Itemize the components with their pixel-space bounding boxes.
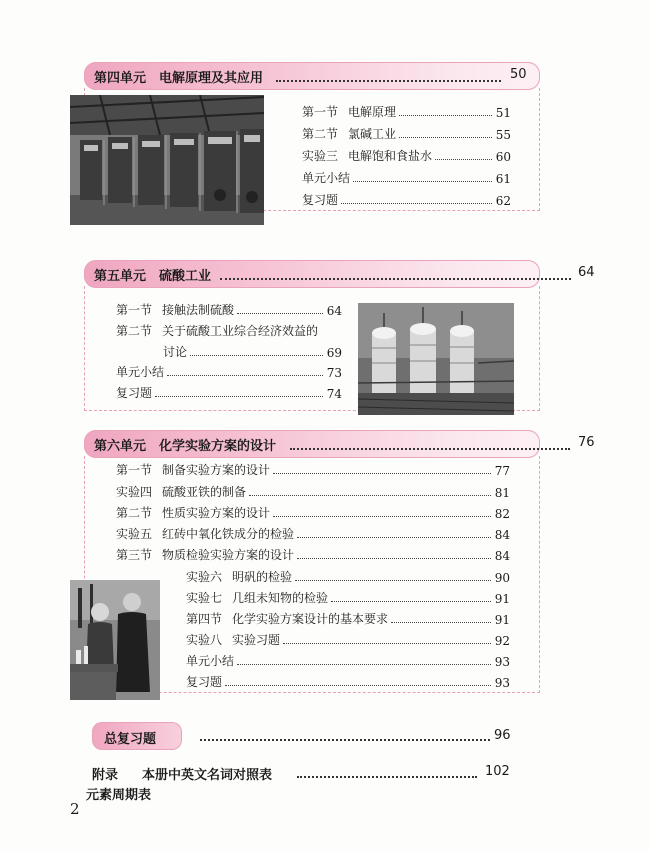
entry-page: 81 [494, 486, 510, 500]
entry-label: 第二节 [302, 127, 339, 141]
dot-leader [391, 622, 491, 623]
appendix-entry[interactable] [92, 764, 512, 782]
electrolysis-factory-photo [70, 95, 264, 225]
toc-entry[interactable] [186, 588, 510, 606]
dot-leader [167, 375, 323, 376]
dot-leader [297, 537, 491, 538]
entry-label: 第三节 [116, 548, 153, 562]
toc-entry[interactable] [116, 545, 510, 563]
toc-entry[interactable] [116, 321, 342, 339]
dot-leader [190, 355, 323, 356]
entry-page: 91 [494, 592, 510, 606]
dot-leader [237, 664, 491, 665]
appendix-title: 本册中英文名词对照表 [142, 768, 273, 783]
unit-4-leader [276, 66, 501, 82]
toc-entry[interactable] [163, 342, 342, 360]
entry-label: 第四节 [186, 612, 223, 626]
entry-label: 实验八 [186, 633, 223, 647]
toc-entry[interactable] [116, 383, 342, 401]
entry-page: 82 [494, 507, 510, 521]
toc-entry[interactable] [116, 460, 510, 478]
entry-label: 第一节 [116, 463, 153, 477]
sulfuric-acid-plant-photo [358, 303, 514, 415]
toc-entry[interactable] [302, 168, 511, 186]
entry-page: 92 [494, 634, 510, 648]
review-page: 96 [494, 728, 511, 743]
unit-4-title: 第四单元 电解原理及其应用 [94, 71, 264, 86]
entry-page: 93 [494, 655, 510, 669]
entry-title: 电解饱和食盐水 [348, 149, 433, 163]
entry-title: 制备实验方案的设计 [162, 463, 271, 477]
dot-leader [273, 516, 491, 517]
unit-6-title: 第六单元 化学实验方案的设计 [94, 439, 277, 454]
entry-title: 物质检验实验方案的设计 [162, 548, 295, 562]
dot-leader [249, 495, 491, 496]
entry-label: 实验七 [186, 591, 223, 605]
entry-page: 90 [494, 571, 510, 585]
entry-label: 第二节 [116, 506, 153, 520]
dot-leader [295, 580, 491, 581]
appendix-label: 附录 [92, 768, 119, 783]
dot-leader [283, 643, 491, 644]
entry-label: 实验四 [116, 485, 153, 499]
unit-6-leader [290, 434, 570, 450]
entry-page: 60 [495, 150, 511, 164]
unit-4-header[interactable] [84, 62, 540, 90]
entry-title: 单元小结 [302, 171, 351, 185]
toc-entry[interactable] [116, 362, 342, 380]
periodic-table-entry[interactable]: 元素周期表 [86, 788, 152, 803]
dot-leader [435, 159, 492, 160]
dot-leader [353, 181, 492, 182]
entry-title: 单元小结 [116, 365, 165, 379]
dot-leader [273, 473, 491, 474]
toc-entry[interactable] [302, 124, 511, 142]
toc-entry[interactable] [302, 146, 511, 164]
dot-leader [331, 601, 491, 602]
entry-title: 复习题 [186, 675, 223, 689]
unit-5-title: 第五单元 硫酸工业 [94, 269, 212, 284]
entry-page: 62 [495, 194, 511, 208]
unit-5-header[interactable] [84, 260, 595, 288]
entry-page: 74 [326, 387, 342, 401]
entry-title: 化学实验方案设计的基本要求 [232, 612, 389, 626]
entry-title: 氯碱工业 [348, 127, 397, 141]
review-title: 总复习题 [104, 732, 157, 747]
entry-page: 64 [326, 304, 342, 318]
review-header[interactable] [92, 722, 182, 750]
unit-6-page: 76 [578, 435, 595, 450]
toc-entry[interactable] [186, 651, 510, 669]
appendix-leader [297, 766, 477, 778]
entry-label: 第二节 [116, 324, 153, 338]
entry-title: 复习题 [302, 193, 339, 207]
entry-page: 84 [494, 528, 510, 542]
unit-5-page: 64 [578, 265, 595, 280]
entry-label: 实验三 [302, 149, 339, 163]
page-number: 2 [70, 800, 80, 818]
dot-leader [225, 685, 491, 686]
toc-entry[interactable] [302, 190, 511, 208]
dot-leader [155, 396, 323, 397]
dot-leader [297, 558, 491, 559]
appendix-page: 102 [485, 764, 510, 779]
entry-title: 实验习题 [232, 633, 281, 647]
entry-title: 关于硫酸工业综合经济效益的 [162, 324, 319, 338]
dot-leader [399, 137, 492, 138]
unit-5-leader [220, 264, 571, 280]
entry-label: 第一节 [302, 105, 339, 119]
toc-entry[interactable] [302, 102, 511, 120]
toc-entry[interactable] [186, 609, 510, 627]
entry-title: 复习题 [116, 386, 153, 400]
entry-title: 讨论 [163, 345, 188, 359]
unit-4-page: 50 [510, 67, 527, 82]
entry-page: 91 [494, 613, 510, 627]
entry-page: 77 [494, 464, 510, 478]
entry-title: 明矾的检验 [232, 570, 293, 584]
toc-entry[interactable] [116, 300, 342, 318]
entry-page: 55 [495, 128, 511, 142]
entry-label: 实验六 [186, 570, 223, 584]
entry-page: 51 [495, 106, 511, 120]
dot-leader [237, 313, 323, 314]
unit-6-header[interactable] [84, 430, 595, 458]
toc-entry[interactable] [186, 672, 510, 690]
dot-leader [399, 115, 492, 116]
review-leader [200, 729, 490, 741]
entry-title: 电解原理 [348, 105, 397, 119]
dot-leader [341, 203, 492, 204]
entry-page: 61 [495, 172, 511, 186]
entry-title: 接触法制硫酸 [162, 303, 235, 317]
toc-entry[interactable] [116, 524, 510, 542]
entry-page: 73 [326, 366, 342, 380]
toc-entry[interactable] [186, 567, 510, 585]
entry-title: 性质实验方案的设计 [162, 506, 271, 520]
entry-title: 硫酸亚铁的制备 [162, 485, 247, 499]
entry-title: 几组未知物的检验 [232, 591, 329, 605]
entry-label: 实验五 [116, 527, 153, 541]
entry-page: 93 [494, 676, 510, 690]
entry-title: 单元小结 [186, 654, 235, 668]
entry-page: 69 [326, 346, 342, 360]
toc-entry[interactable] [116, 482, 510, 500]
chemists-lab-photo [70, 580, 160, 700]
toc-entry[interactable] [186, 630, 510, 648]
toc-entry[interactable] [116, 503, 510, 521]
entry-title: 红砖中氧化铁成分的检验 [162, 527, 295, 541]
entry-label: 第一节 [116, 303, 153, 317]
entry-page: 84 [494, 549, 510, 563]
